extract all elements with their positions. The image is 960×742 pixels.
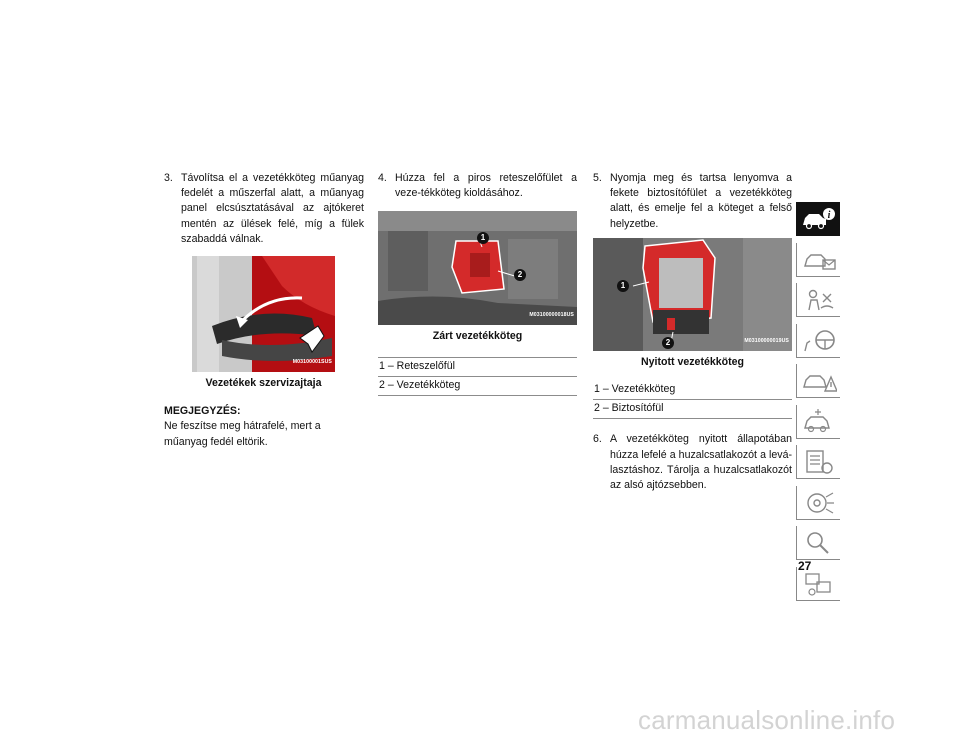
column-2 [378,171,577,396]
figure-closed-harness [378,211,577,325]
safety-airbag-icon [801,286,837,314]
step-number: 4. [378,172,387,184]
legend-item: 1 – Reteszelőfül [378,358,577,377]
page-number: 27 [798,559,812,573]
figure-id: M03100000019US [744,337,789,344]
chapter-tabs [796,202,840,607]
figure-caption: Nyitott vezetékköteg [640,355,745,368]
note-title: MEGJEGYZÉS: [164,405,241,418]
figure-open-harness [593,238,792,351]
tab-warning-lights[interactable] [796,243,840,277]
tab-index[interactable] [796,526,840,560]
step-text: Nyomja meg és tartsa lenyomva a fekete biztosítófület a vezetékköteg alatt, és emelje fel a köteget a felső helyzetbe. [610,172,792,230]
step-text: A vezetékköteg nyitott állapotában húzza lefelé a huzalcsatlakozót a levá-lasztáshoz. Tárolja a huzalcsatlakozót az alsó ajtózsebben. [610,433,792,492]
step-number: 3. [164,172,173,184]
warning-lights-icon [801,246,837,274]
column-3 [593,171,792,493]
tab-starting-operating[interactable] [796,324,840,358]
note-text: Ne feszítse meg hátrafelé, mert a műanyag fedél eltörik. [164,420,321,448]
legend-item: 2 – Biztosítófül [593,400,792,419]
svg-text:i: i [827,210,831,221]
step-5 [593,171,792,232]
tab-emergency[interactable] [796,364,840,398]
language-icon [801,570,837,598]
search-index-icon [801,529,837,557]
service-car-icon [801,408,837,436]
callout-1: 1 [617,280,629,292]
step-6 [593,432,792,493]
step-text: Húzza fel a piros reteszelőfület a veze-tékköteg kioldásához. [395,172,577,200]
step-number: 6. [593,433,602,446]
callout-2: 2 [662,337,674,349]
figure-id: M03100000018US [529,312,574,319]
emergency-icon [801,367,837,395]
steering-wheel-icon [801,327,837,355]
step-3 [164,171,364,247]
legend-item: 2 – Vezetékköteg [378,377,577,396]
step-text: Távolítsa el a vezetékköteg műanyag fedelét a műszerfal alatt, a műanyag panel elcsúsztatásával az ajtókeret mentén az ülések felé, míg a fülek szabaddá válnak. [181,172,364,245]
tab-servicing[interactable] [796,405,840,439]
figure-id: M03100001SUS [292,358,332,365]
tab-car-info[interactable] [796,202,840,236]
figure-caption: Vezetékek szervizajtaja [205,377,322,390]
step-number: 5. [593,172,602,184]
callout-1: 1 [477,232,489,244]
watermark: carmanualsonline.info [638,705,896,735]
callout-2: 2 [514,269,526,281]
figure-caption: Zárt vezetékköteg [432,330,523,343]
figure-legend [378,357,577,396]
figure-legend [593,381,792,419]
figure-wiring-service-door [192,256,335,372]
legend-item: 1 – Vezetékköteg [593,381,792,400]
tab-specifications[interactable] [796,445,840,479]
column-1 [164,171,364,450]
specifications-icon [801,448,837,476]
car-info-icon [800,205,836,233]
step-4 [378,171,577,201]
multimedia-icon [801,489,837,517]
tab-multimedia[interactable] [796,486,840,520]
tab-safety[interactable] [796,283,840,317]
